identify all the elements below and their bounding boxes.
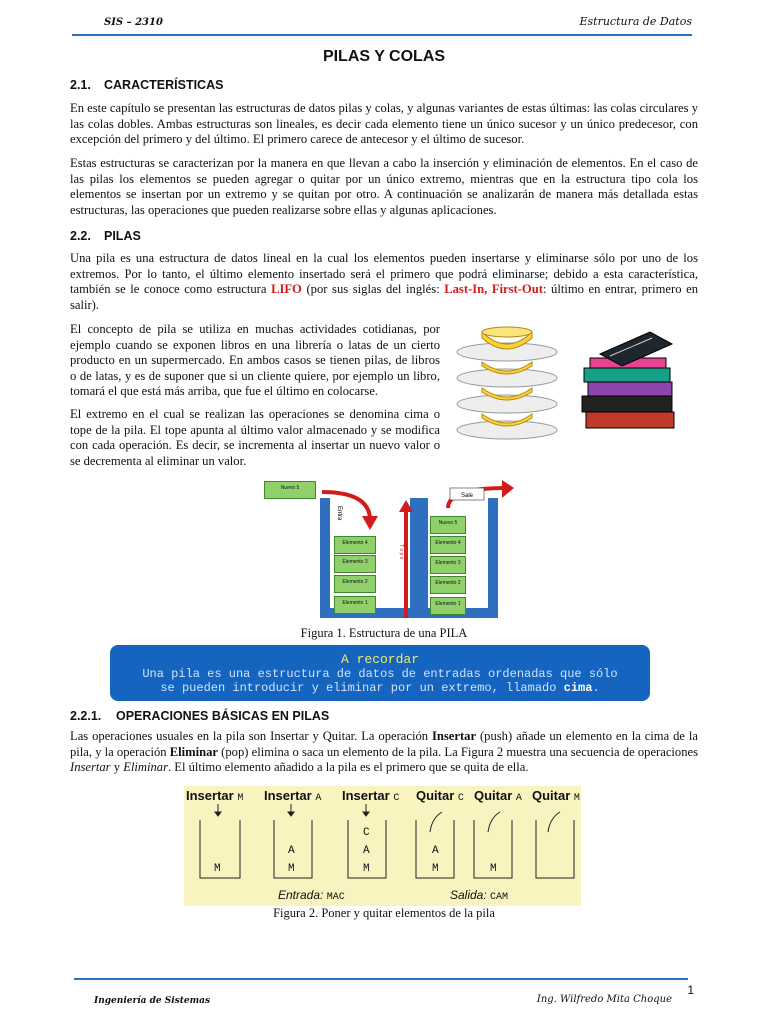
tope-label: T o p e [398, 544, 404, 560]
left-stack-element: Elemento 4 [334, 536, 376, 554]
paragraph-6 [70, 729, 698, 776]
stack-cell: M [214, 863, 221, 875]
stack-cell: M [363, 863, 370, 875]
section-number: 2.2.1. [70, 709, 102, 723]
stack-cell: M [490, 863, 497, 875]
left-stack-element: Elemento 1 [334, 596, 376, 614]
text-run: : último en entrar, primero en salir). [70, 282, 698, 312]
text-run: . El último elemento añadido a la pila es el primero que se quita de ella. [167, 760, 529, 774]
section-title: CARACTERÍSTICAS [104, 78, 224, 92]
salida-label: Salida: [450, 888, 487, 902]
right-stack-element: Elemento 1 [430, 597, 466, 615]
stack-cell: A [288, 845, 295, 857]
paragraph-5: El extremo en el cual se realizan las operaciones se denomina cima o tope de la pila. El tope apunta al último valor almacenado y se modifica con cada operación. Es decir, se incrementa al insertar un nuevo valor o se decrementa al eliminar un valor. [70, 407, 440, 468]
page-number: 1 [687, 983, 694, 997]
text-run: y [110, 760, 124, 774]
text-run: se pueden introducir y eliminar por un extremo, llamado [160, 681, 564, 695]
entrada-value: MAC [326, 892, 345, 903]
cima-term: cima [563, 681, 593, 695]
section-2-1-heading [70, 78, 223, 92]
paragraph-2: Estas estructuras se caracterizan por la manera en que llevan a cabo la inserción y eliminación de elementos. En el caso de las pilas los elementos se pueden agregar o quitar por un único extremo, mientras que en la estructura tipo cola los elementos se insertan por un extremo y se quitan por otro. A continuación se analizarán de manera más detallada estas estructuras, las operaciones que pueden realizarse sobre ellas y algunas aplicaciones. [70, 156, 698, 217]
section-title: PILAS [104, 229, 141, 243]
text-run: (push) añade un elemento en la cima de la pila, y la operación [70, 729, 698, 759]
op-label: Insertar M [186, 788, 244, 804]
entrada-row [278, 888, 345, 903]
callout-line-1: Una pila es una estructura de datos de entradas ordenadas que sólo [142, 667, 618, 681]
header-subject: Estructura de Datos [579, 15, 692, 28]
op-label: Insertar C [342, 788, 400, 804]
callout-line-2 [110, 681, 650, 695]
op-label: Insertar A [264, 788, 322, 804]
paragraph-4: El concepto de pila se utiliza en muchas actividades cotidianas, por ejemplo cuando se exponen libros en una librería o latas de un cierto producto en un supermercado. En ambos casos se tienen pilas, de libros o de latas, y es de suponer que si un cliente quiere, por ejemplo un libro, tomará el que está más arriba, que fue el último en colocarse. [70, 322, 440, 398]
insertar-term: Insertar [432, 729, 477, 743]
reminder-callout [110, 645, 650, 701]
stack-cell: M [432, 863, 439, 875]
left-stack-element: Elemento 3 [334, 555, 376, 573]
text-run: (por sus siglas del inglés: [301, 282, 445, 296]
text-run: Las operaciones usuales en la pila son Insertar y Quitar. La operación [70, 729, 432, 743]
text-run: (pop) elimina o saca un elemento de la pila. La Figura 2 muestra una secuencia de operaciones [218, 744, 698, 759]
stack-cell: A [432, 845, 439, 857]
right-stack-element: Elemento 3 [430, 556, 466, 574]
section-number: 2.1. [70, 78, 91, 92]
figure-1-caption: Figura 1. Estructura de una PILA [300, 626, 468, 640]
stack-cell: A [363, 845, 370, 857]
section-2-2-heading [70, 229, 141, 243]
page-title: PILAS Y COLAS [322, 48, 446, 65]
figure-2-caption: Figura 2. Poner y quitar elementos de la pila [273, 906, 495, 920]
callout-title: A recordar [340, 652, 419, 667]
lifo-term: LIFO [271, 282, 302, 296]
entrada-label: Entrada: [278, 888, 324, 902]
stack-cell: C [363, 827, 370, 839]
text-run: . [592, 681, 600, 695]
header-course: SIS – 2310 [104, 17, 163, 28]
stacked-cups-illustration [452, 322, 562, 442]
lifo-expansion: Last-In, First-Out [444, 282, 543, 296]
paragraph-1: En este capítulo se presentan las estructuras de datos pilas y colas, y algunas variantes de estas últimas: las colas circulares y las colas dobles. Ambas estructuras son lineales, es decir cada elemento tiene un único sucesor y un único predecesor, con excepción del primero y del último. El primero carece de antecesor y el último de sucesor. [70, 101, 698, 146]
stacked-books-illustration [580, 330, 680, 435]
right-stack-element: Nuevo 5 [430, 516, 466, 534]
right-stack-element: Elemento 4 [430, 536, 466, 554]
insertar-italic: Insertar [70, 760, 111, 774]
salida-value: CAM [490, 892, 509, 903]
stack-cell: M [288, 863, 295, 875]
text-run: Una pila es una estructura de datos lineal en la cual los elementos pueden insertarse y eliminarse sólo por uno de los extremos. Por lo tanto, el último elemento insertado será el primero que podrá eliminarse; debido a esta característica, también se le conoce como estructura [70, 251, 698, 296]
footer-department: Ingeniería de Sistemas [94, 996, 211, 1006]
new-element-box: Nuevo 5 [264, 481, 316, 499]
right-stack-element: Elemento 2 [430, 576, 466, 594]
op-label: Quitar M [532, 788, 580, 804]
footer-rule [74, 978, 688, 980]
figure-2-push-pop-sequence [184, 786, 581, 906]
op-label: Quitar A [474, 788, 522, 804]
figure-1-stack-structure [258, 478, 528, 626]
section-number: 2.2. [70, 229, 91, 243]
stack-sequence-diagram [184, 802, 581, 882]
paragraph-3 [70, 251, 698, 313]
entra-label: Entra [336, 506, 342, 521]
left-stack-element: Elemento 2 [334, 575, 376, 593]
sale-label: Sale [460, 493, 474, 499]
section-2-2-1-heading [70, 709, 329, 723]
header-rule [72, 34, 692, 36]
section-title: OPERACIONES BÁSICAS EN PILAS [116, 709, 330, 723]
salida-row [450, 888, 508, 903]
footer-author: Ing. Wilfredo Mita Choque [536, 994, 672, 1005]
eliminar-term: Eliminar [169, 744, 218, 759]
op-label: Quitar C [416, 788, 464, 804]
eliminar-italic: Eliminar [123, 760, 168, 774]
